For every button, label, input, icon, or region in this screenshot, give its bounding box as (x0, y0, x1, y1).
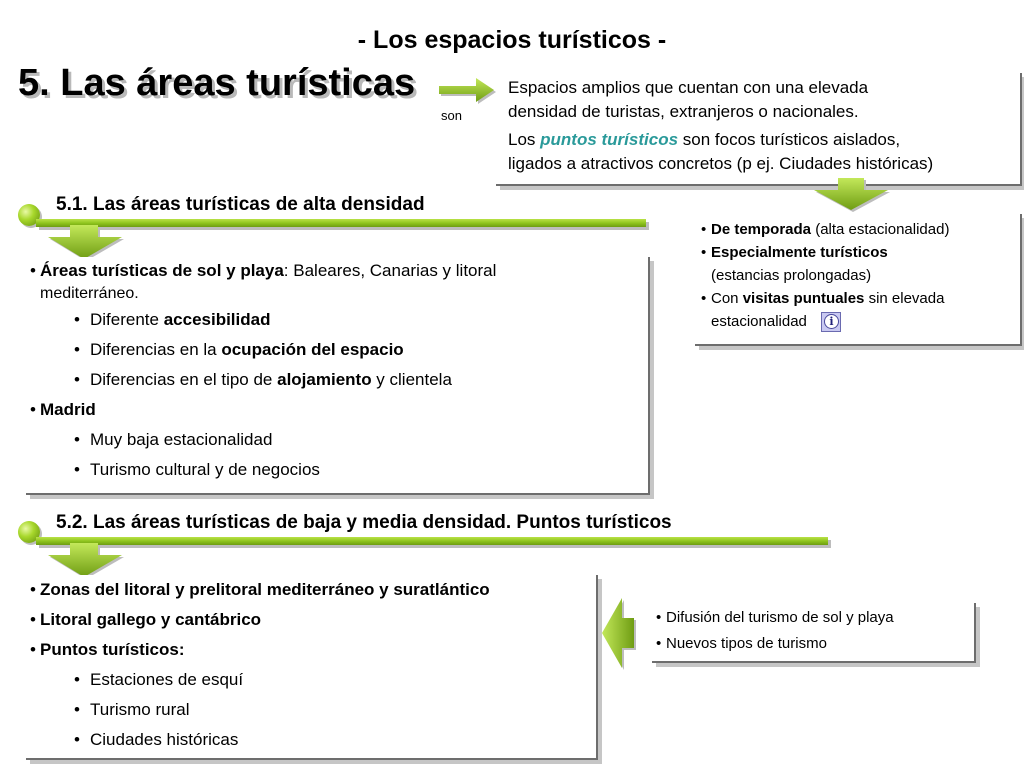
text-run: sin elevada (864, 290, 945, 307)
list-item (701, 218, 949, 241)
text-bold: Áreas turísticas de sol y playa (40, 261, 284, 280)
down-arrow-icon (812, 178, 892, 212)
text-run: son focos turísticos aislados, (678, 130, 901, 149)
page-title: 5. Las áreas turísticas (18, 62, 416, 104)
text-run: Nuevos tipos de turismo (666, 635, 827, 652)
son-label: son (441, 108, 462, 123)
text-bold: alojamiento (277, 370, 372, 389)
text-bold: ocupación del espacio (221, 340, 404, 359)
list-item (701, 241, 949, 264)
list-item (30, 725, 490, 755)
characteristics-box (695, 214, 1022, 346)
bullet: • (74, 310, 80, 329)
list-item-continuation (701, 310, 949, 333)
text-run: : Baleares, Canarias y litoral (283, 261, 497, 280)
text-run: Diferencias en la (90, 340, 222, 359)
bullet: • (74, 670, 80, 689)
list-item (656, 631, 894, 657)
bullet: • (30, 400, 36, 419)
list-item (30, 305, 496, 335)
section1-box (26, 257, 650, 495)
text-run: Los (508, 130, 541, 149)
text-bold: visitas puntuales (742, 290, 865, 307)
section2-heading: 5.2. Las áreas turísticas de baja y media densidad. Puntos turísticos (56, 512, 672, 533)
list-item (30, 455, 496, 485)
list-item (30, 605, 490, 635)
bullet: • (656, 635, 662, 652)
list-item-continuation: mediterráneo. (40, 285, 139, 302)
list-item (701, 287, 949, 310)
text-run: Difusión del turismo de sol y playa (666, 609, 894, 626)
text-bold: Especialmente turísticos (711, 244, 888, 261)
definition-line: densidad de turistas, extranjeros o nacionales. (508, 102, 859, 121)
list-item (30, 365, 496, 395)
trends-list (656, 605, 894, 657)
text-run: Muy baja estacionalidad (90, 430, 273, 449)
bullet: • (74, 700, 80, 719)
section2-divider (36, 537, 828, 545)
down-arrow-icon (46, 225, 126, 261)
list-item-continuation: (estancias prolongadas) (711, 267, 872, 284)
section2-list (30, 575, 490, 755)
bullet: • (701, 244, 707, 261)
text-run: estacionalidad (711, 313, 807, 330)
down-arrow-icon (46, 543, 126, 579)
list-item (30, 335, 496, 365)
section1-divider (36, 219, 646, 227)
characteristics-list (701, 218, 949, 333)
bullet: • (74, 340, 80, 359)
text-run: (alta estacionalidad) (811, 221, 950, 238)
list-item (30, 695, 490, 725)
text-bold: De temporada (711, 221, 812, 238)
definition-box (496, 73, 1022, 186)
bullet: • (701, 221, 707, 238)
text-run: Diferente (90, 310, 164, 329)
bullet: • (30, 261, 36, 280)
list-item (30, 259, 496, 283)
bullet: • (30, 580, 36, 599)
definition-line: Espacios amplios que cuentan con una elevada (508, 78, 869, 97)
text-run: Ciudades históricas (90, 730, 239, 749)
text-run: Turismo cultural y de negocios (90, 460, 320, 479)
text-bold: Puntos turísticos: (40, 640, 185, 659)
list-item (30, 395, 496, 425)
bullet: • (74, 460, 80, 479)
bullet: • (656, 609, 662, 626)
text-run: Turismo rural (90, 700, 190, 719)
text-run: y clientela (371, 370, 452, 389)
trends-box (652, 603, 976, 663)
bullet: • (74, 730, 80, 749)
text-run: Diferencias en el tipo de (90, 370, 278, 389)
definition-line (508, 128, 933, 152)
list-item (30, 635, 490, 665)
highlight-puntos-turisticos: puntos turísticos (540, 130, 679, 149)
text-run: Con (711, 290, 743, 307)
definition-areas (508, 76, 868, 124)
section1-heading: 5.1. Las áreas turísticas de alta densidad (56, 194, 425, 215)
list-item (656, 605, 894, 631)
text-bold: accesibilidad (163, 310, 271, 329)
top-title: - Los espacios turísticos - (357, 26, 667, 54)
list-item (30, 665, 490, 695)
section1-list (30, 259, 496, 485)
list-item (30, 575, 490, 605)
text-bold: Litoral gallego y cantábrico (40, 610, 262, 629)
text-bold: Zonas del litoral y prelitoral mediterráneo y suratlántico (40, 580, 490, 599)
definition-points (508, 128, 933, 176)
bullet: • (30, 640, 36, 659)
bullet: • (701, 290, 707, 307)
definition-line: ligados a atractivos concretos (p ej. Ciudades históricas) (508, 154, 934, 173)
list-item (30, 425, 496, 455)
text-run: Estaciones de esquí (90, 670, 244, 689)
left-arrow-icon (600, 596, 640, 672)
bullet: • (74, 370, 80, 389)
section2-box (26, 575, 598, 760)
info-icon[interactable]: i (821, 312, 841, 332)
right-arrow-icon (436, 74, 496, 104)
bullet: • (74, 430, 80, 449)
bullet: • (30, 610, 36, 629)
text-bold: Madrid (40, 400, 96, 419)
